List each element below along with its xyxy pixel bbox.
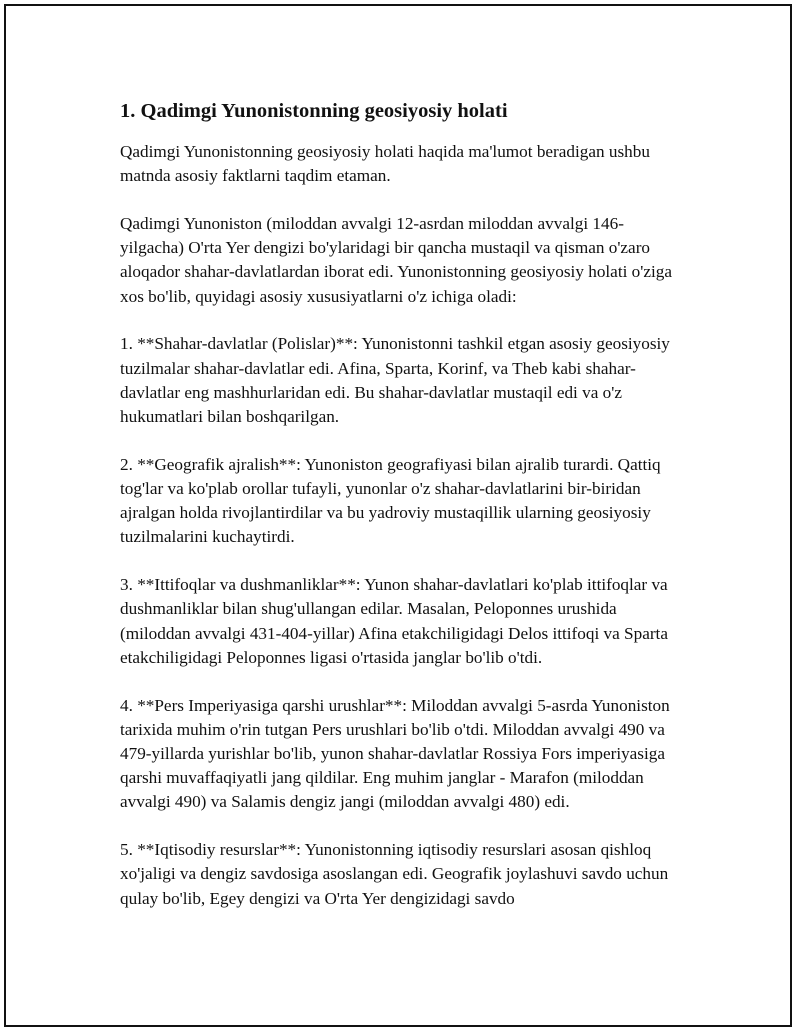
section-title: 1. Qadimgi Yunonistonning geosiyosiy holati [120,100,508,122]
city-states-paragraph: 1. **Shahar-davlatlar (Polislar)**: Yunonistonni tashkil etgan asosiy geosiyosiy tuzilmalar shahar-davlatlar edi. Afina, Sparta, Korinf, va Theb kabi shahar-davlatlar eng mashhurlaridan edi. Bu shahar-davlatlar mustaqil edi va o'z hukumatlari bilan boshqarilgan. [120,334,670,427]
persian-wars-paragraph: 4. **Pers Imperiyasiga qarshi urushlar**: Miloddan avvalgi 5-asrda Yunoniston tarixida muhim o'rin tutgan Pers urushlari bo'lib o'tdi. Miloddan avvalgi 490 va 479-yillarda yurishlar bo'lib, yunon shahar-davlatlar Rossiya Fors imperiyasiga qarshi muvaffaqiyatli jang qildilar. Eng muhim janglar - Marafon (miloddan avvalgi 490) va Salamis dengiz jangi (miloddan avvalgi 480) edi. [120,695,670,812]
alliances-paragraph: 3. **Ittifoqlar va dushmanliklar**: Yunon shahar-davlatlari ko'plab ittifoqlar va dushmanliklar bilan shug'ullangan edilar. Masalan, Peloponnes urushida (miloddan avvalgi 431-404-yillar) Afina etakchiligidagi Delos ittifoqi va Sparta etakchiligidagi Peloponnes ligasi o'rtasida janglar bo'lib o'tdi. [120,575,668,667]
document-page [4,4,792,1027]
intro-paragraph: Qadimgi Yunonistonning geosiyosiy holati haqida ma'lumot beradigan ushbu matnda asosiy faktlarni taqdim etaman. [120,142,650,186]
economic-resources-paragraph: 5. **Iqtisodiy resurslar**: Yunonistonning iqtisodiy resurslari asosan qishloq xo'jaligi va dengiz savdosiga asoslangan edi. Geografik joylashuvi savdo uchun qulay bo'lib, Egey dengizi va O'rta Yer dengizidagi savdo [120,840,669,908]
overview-paragraph: Qadimgi Yunoniston (miloddan avvalgi 12-asrdan miloddan avvalgi 146-yilgacha) O'rta Yer dengizi bo'ylaridagi bir qancha mustaqil va qisman o'zaro aloqador shahar-davlatlardan iborat edi. Yunonistonning geosiyosiy holati o'ziga xos bo'lib, quyidagi asosiy xususiyatlarni o'z ichiga oladi: [120,214,672,306]
document-content [120,98,680,934]
geographic-isolation-paragraph: 2. **Geografik ajralish**: Yunoniston geografiyasi bilan ajralib turardi. Qattiq tog'lar va ko'plab orollar tufayli, yunonlar o'z shahar-davlatlarini bir-biridan ajralgan holda rivojlantirdilar va bu yadroviy mustaqillik ularning geosiyosiy tuzilmalarini kuchaytirdi. [120,454,661,547]
